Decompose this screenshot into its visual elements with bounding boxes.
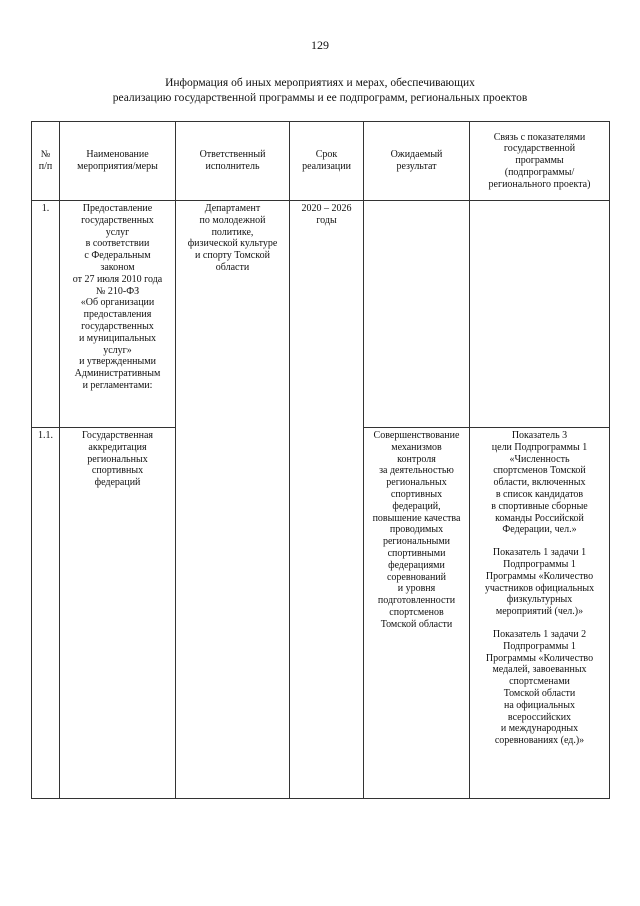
page-number: 129 bbox=[311, 38, 329, 52]
title-line-1: Информация об иных мероприятиях и мерах, обеспечивающих bbox=[165, 77, 475, 89]
table-header-row bbox=[32, 122, 610, 201]
header-executor: Ответственный исполнитель bbox=[176, 122, 290, 201]
indicator-1: Показатель 3 цели Подпрограммы 1 «Численность спортсменов Томской области, включенных в список кандидатов в спортивные сборные команды Российской Федерации, чел.» bbox=[491, 430, 588, 536]
title-line-2: реализацию государственной программы и ее подпрограмм, региональных проектов bbox=[112, 92, 528, 104]
header-link: Связь с показателями государственной программы (подпрограммы/ регионального проекта) bbox=[470, 122, 610, 201]
header-term: Срок реализации bbox=[290, 122, 364, 201]
row1-name: Предоставление государственных услуг в соответствии с Федеральным законом от 27 июля 2010 года № 210-ФЗ «Об организации предоставления государственных и муниципальных услуг» и утвержденными Административным и регламентами: bbox=[60, 201, 176, 428]
document-title bbox=[40, 76, 600, 106]
row1-term: 2020 – 2026 годы bbox=[290, 201, 364, 799]
header-num: № п/п bbox=[32, 122, 60, 201]
row1-num: 1. bbox=[32, 201, 60, 428]
row2-name: Государственная аккредитация региональных спортивных федераций bbox=[60, 428, 176, 799]
table-row bbox=[32, 201, 610, 428]
row1-link bbox=[470, 201, 610, 428]
indicator-3: Показатель 1 задачи 2 Подпрограммы 1 Программы «Количество медалей, завоеванных спортсменами Томской области на официальных всероссийских и международных соревнованиях (ед.)» bbox=[485, 628, 594, 747]
indicator-2: Показатель 1 задачи 1 Подпрограммы 1 Программы «Количество участников официальных физкультурных мероприятий (чел.)» bbox=[484, 547, 595, 618]
measures-table bbox=[31, 121, 610, 799]
row2-result: Совершенствование механизмов контроля за деятельностью региональных спортивных федераций, повышение качества проводимых региональными спортивными федерациями соревнований и уровня подготовленности спортсменов Томской области bbox=[364, 428, 470, 799]
row1-executor: Департамент по молодежной политике, физической культуре и спорту Томской области bbox=[176, 201, 290, 799]
row2-num: 1.1. bbox=[32, 428, 60, 799]
row1-result bbox=[364, 201, 470, 428]
header-name: Наименование мероприятия/меры bbox=[60, 122, 176, 201]
header-result: Ожидаемый результат bbox=[364, 122, 470, 201]
row2-link bbox=[470, 428, 610, 799]
